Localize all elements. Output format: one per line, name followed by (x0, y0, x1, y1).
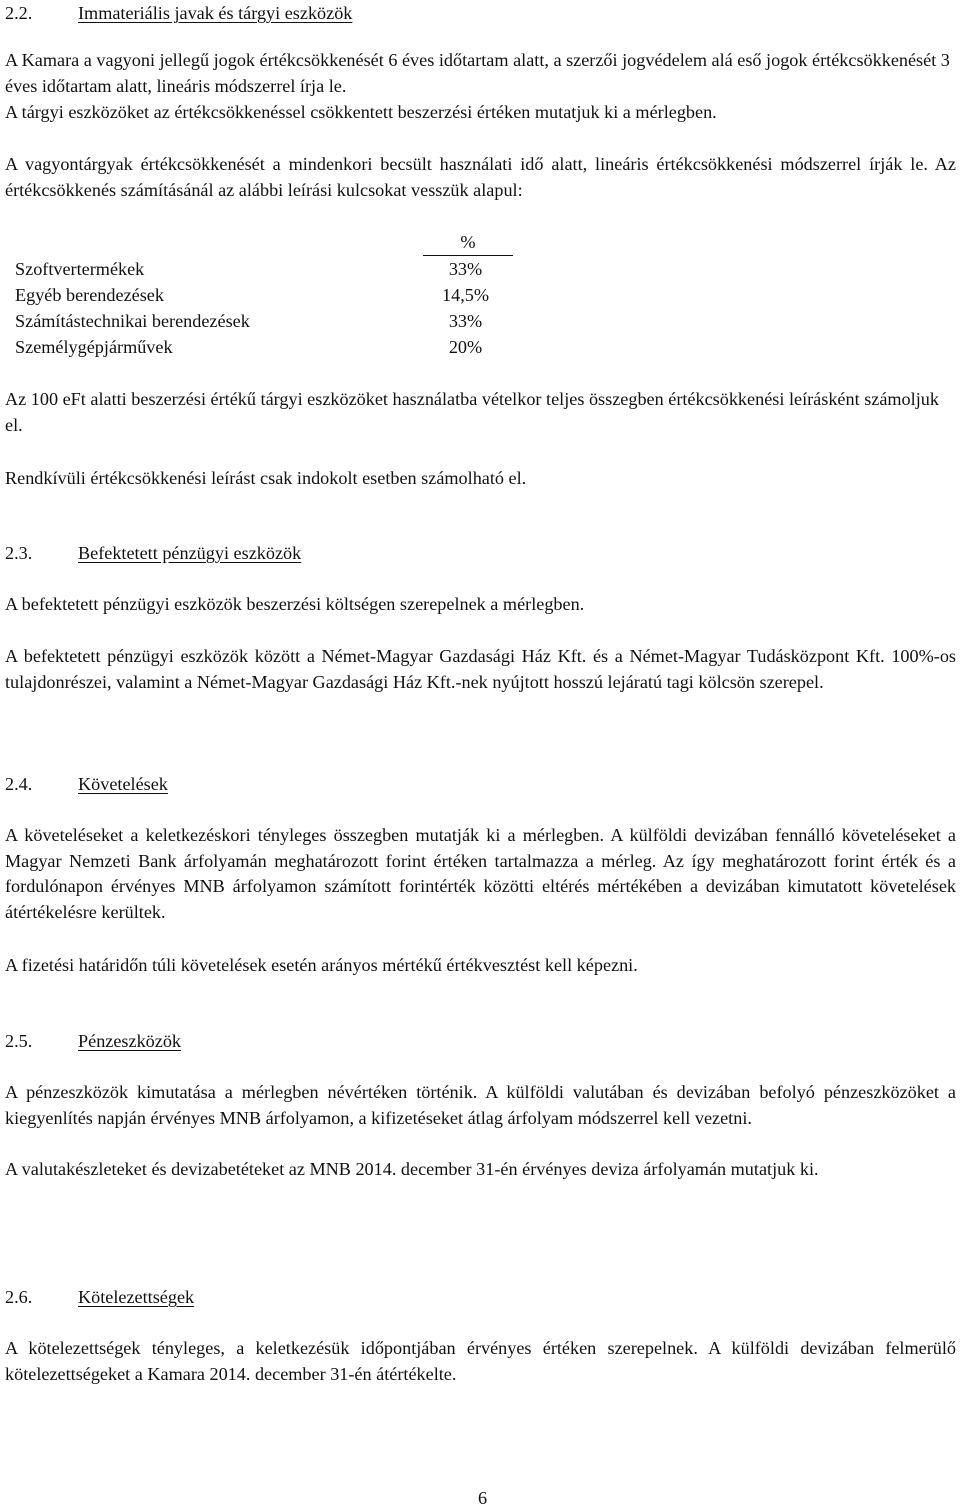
paragraph: Rendkívüli értékcsökkenési leírást csak indokolt esetben számolható el. (5, 468, 527, 488)
section-number: 2.6. (5, 1287, 33, 1307)
section-number: 2.4. (5, 774, 33, 794)
section-title: Immateriális javak és tárgyi eszközök (78, 3, 353, 23)
paragraph: A kötelezettségek tényleges, a keletkezésük időpontjában érvényes értéken szerepelnek. A külföldi devizában felmerülő kötelezettségeket a Kamara 2014. december 31-én átértékelte. (5, 1338, 956, 1384)
paragraph: A befektetett pénzügyi eszközök között a Német-Magyar Gazdasági Ház Kft. és a Német-Magyar Tudásközpont Kft. 100%-os tulajdonrészei, valamint a Német-Magyar Gazdasági Ház Kft.-nek nyújtott hosszú lejáratú tagi kölcsön szerepel. (5, 646, 956, 692)
section-heading-2-3 (5, 541, 301, 567)
section-number: 2.2. (5, 3, 33, 23)
depreciation-rate: 20% (448, 337, 483, 357)
page-number: 6 (478, 1488, 488, 1508)
section-heading-2-4 (5, 772, 168, 798)
asset-category: Szoftvertermékek (15, 259, 145, 279)
paragraph: A fizetési határidőn túli követelések esetén arányos mértékű értékvesztést kell képezni. (5, 955, 638, 975)
paragraph: A valutakészleteket és devizabetéteket az MNB 2014. december 31-én érvényes deviza árfolyamán mutatjuk ki. (5, 1159, 819, 1179)
table-row (15, 309, 515, 335)
section-number: 2.5. (5, 1031, 33, 1051)
paragraph: A követeléseket a keletkezéskori tényleges összegben mutatják ki a mérlegben. A külföldi devizában fennálló követeléseket a Magyar Nemzeti Bank árfolyamán meghatározott forint értéken tartalmazza a mérleg. Az így meghatározott forint érték és a fordulónapon érvényes MNB árfolyamon számított forintérték közötti eltérés mértékében a devizában kimutatott követelések átértékelésre kerültek. (5, 825, 956, 922)
section-heading-2-6 (5, 1285, 194, 1311)
section-title: Befektetett pénzügyi eszközök (78, 543, 302, 563)
paragraph: A befektetett pénzügyi eszközök beszerzési költségen szerepelnek a mérlegben. (5, 594, 585, 614)
paragraph: A pénzeszközök kimutatása a mérlegben névértéken történik. A külföldi valutában és devizában befolyó pénzeszközöket a kiegyenlítés napján érvényes MNB árfolyamon, a kifizetéseket átlag árfolyam módszerrel kell vezetni. (5, 1082, 956, 1128)
table-row (15, 257, 515, 283)
asset-category: Számítástechnikai berendezések (15, 311, 250, 331)
asset-category: Személygépjárművek (15, 337, 173, 357)
depreciation-rate: 33% (448, 259, 483, 279)
depreciation-rate: 14,5% (442, 285, 489, 305)
table-row (15, 335, 515, 361)
paragraph: A Kamara a vagyoni jellegű jogok értékcsökkenését 6 éves időtartam alatt, a szerzői jogvédelem alá eső jogok értékcsökkenését 3 éves időtartam alatt, lineáris módszerrel írja le. (5, 50, 950, 96)
paragraph: A tárgyi eszközöket az értékcsökkenéssel csökkentett beszerzési értéken mutatjuk ki a mérlegben. (5, 102, 717, 122)
paragraph: A vagyontárgyak értékcsökkenését a mindenkori becsült használati idő alatt, lineáris értékcsökkenési módszerrel írják le. Az értékcsökkenés számításánál az alábbi leírási kulcsokat vesszük alapul: (5, 154, 956, 200)
section-heading-2-5 (5, 1029, 181, 1055)
section-title: Követelések (78, 774, 168, 794)
table-header-percent: % (423, 230, 513, 256)
section-title: Kötelezettségek (78, 1287, 195, 1307)
table-row (15, 283, 515, 309)
depreciation-rate: 33% (448, 311, 483, 331)
section-number: 2.3. (5, 543, 33, 563)
paragraph: Az 100 eFt alatti beszerzési értékű tárgyi eszközöket használatba vételkor teljes összegben értékcsökkenési leírásként számoljuk el. (5, 389, 939, 435)
section-heading-2-2 (5, 1, 352, 27)
asset-category: Egyéb berendezések (15, 285, 164, 305)
section-title: Pénzeszközök (78, 1031, 182, 1051)
